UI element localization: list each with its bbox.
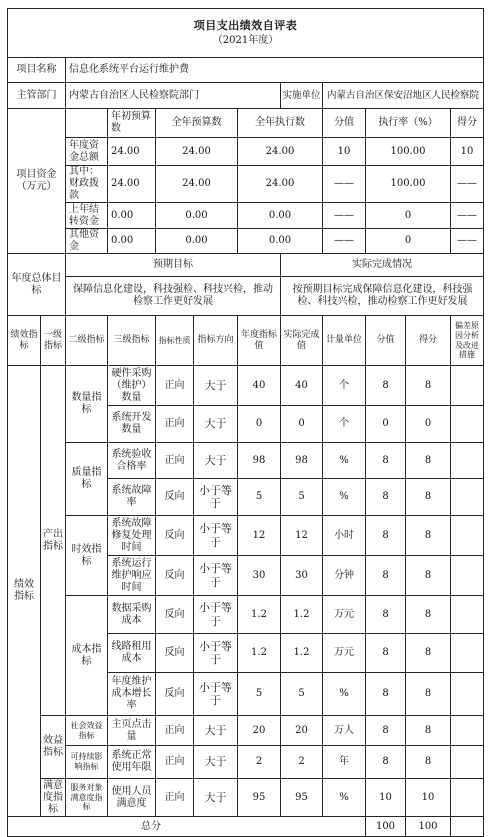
indicator-level2-quality: 质量指标	[66, 443, 108, 516]
funds-row-rate: 0	[366, 203, 451, 229]
project-name-value: 信息化系统平台运行维护费	[66, 58, 484, 83]
indicator-actual: 1.2	[281, 596, 323, 634]
funds-row-name: 其他资金	[66, 229, 108, 254]
indicator-score-value: 10	[366, 779, 406, 817]
indicator-nature: 正向	[156, 716, 194, 746]
indicator-level2-timeliness: 时效指标	[66, 516, 108, 596]
funds-row-budget: 0.00	[156, 203, 238, 229]
indicator-nature: 正向	[156, 366, 194, 406]
funds-row-executed: 0.00	[238, 203, 323, 229]
indicator-unit: 小时	[323, 516, 366, 556]
indicator-nature: 反向	[156, 596, 194, 634]
indicator-score-value: 8	[366, 556, 406, 596]
indicator-direction: 大于	[194, 716, 238, 746]
indicator-nature: 正向	[156, 443, 194, 479]
indicator-target: 12	[238, 516, 281, 556]
indicator-row	[8, 596, 484, 634]
funds-header-blank	[66, 109, 108, 138]
indicator-row	[8, 366, 484, 406]
indicator-unit: 个	[323, 406, 366, 443]
indicator-header-row	[8, 316, 484, 366]
indicator-deviation	[451, 634, 484, 673]
indicator-level1-output: 产出指标	[41, 366, 66, 716]
indicator-target: 5	[238, 673, 281, 716]
funds-row-initial: 24.00	[108, 166, 156, 203]
indicator-actual: 95	[281, 779, 323, 817]
total-score-value: 100	[366, 817, 406, 837]
indicator-name: 系统故障率	[108, 479, 156, 516]
indicator-perf-label: 绩效指标	[8, 366, 41, 817]
funds-row-initial: 24.00	[108, 138, 156, 166]
indicator-score-value: 8	[366, 673, 406, 716]
indicator-name: 系统验收合格率	[108, 443, 156, 479]
indicator-name: 年度维护成本增长率	[108, 673, 156, 716]
indicator-score: 8	[406, 556, 451, 596]
indicator-row	[8, 443, 484, 479]
goals-expected-header: 预期目标	[66, 254, 281, 277]
indicator-direction: 小于等于	[194, 479, 238, 516]
indicator-score-value: 0	[366, 406, 406, 443]
performance-self-evaluation-table	[7, 8, 484, 837]
indicator-unit: 个	[323, 366, 366, 406]
indicator-score: 8	[406, 366, 451, 406]
indicator-score: 8	[406, 746, 451, 779]
indicator-deviation	[451, 479, 484, 516]
indicator-deviation	[451, 556, 484, 596]
indicator-header-level3: 三级指标	[108, 316, 156, 366]
indicator-actual: 30	[281, 556, 323, 596]
funds-row-score: 10	[451, 138, 484, 166]
indicator-score: 8	[406, 716, 451, 746]
indicator-score: 10	[406, 779, 451, 817]
indicator-score: 8	[406, 596, 451, 634]
indicator-direction: 小于等于	[194, 673, 238, 716]
goals-content-row	[8, 277, 484, 316]
unit-label: 实施单位	[281, 83, 323, 109]
indicator-score-value: 8	[366, 746, 406, 779]
indicator-deviation	[451, 366, 484, 406]
indicator-deviation	[451, 673, 484, 716]
indicator-unit: %	[323, 673, 366, 716]
funds-row-initial: 0.00	[108, 203, 156, 229]
funds-row-executed: 24.00	[238, 166, 323, 203]
indicator-header-level1: 一级指标	[41, 316, 66, 366]
indicator-actual: 0	[281, 406, 323, 443]
funds-row-rate: 0	[366, 229, 451, 254]
funds-header-row	[8, 109, 484, 138]
dept-value: 内蒙古自治区人民检察院部门	[66, 83, 281, 109]
indicator-score: 8	[406, 443, 451, 479]
indicator-unit: %	[323, 479, 366, 516]
funds-row-score: ——	[451, 203, 484, 229]
funds-header-score: 得分	[451, 109, 484, 138]
project-name-row	[8, 58, 484, 83]
indicator-name: 系统运行维护响应时间	[108, 556, 156, 596]
funds-row-name: 年度资金总额	[66, 138, 108, 166]
indicator-level2-sustainable: 可持续影响指标	[66, 746, 108, 779]
indicator-name: 使用人员满意度	[108, 779, 156, 817]
project-name-label: 项目名称	[8, 58, 66, 83]
indicator-target: 1.2	[238, 634, 281, 673]
indicator-row	[8, 779, 484, 817]
indicator-direction: 大于	[194, 366, 238, 406]
indicator-score: 8	[406, 673, 451, 716]
indicator-score-value: 8	[366, 479, 406, 516]
indicator-target: 0	[238, 406, 281, 443]
indicator-actual: 2	[281, 746, 323, 779]
funds-row-executed: 24.00	[238, 138, 323, 166]
indicator-unit: 万元	[323, 596, 366, 634]
indicator-header-perf: 绩效指标	[8, 316, 41, 366]
indicator-actual: 12	[281, 516, 323, 556]
table-title: 项目支出绩效自评表	[193, 18, 298, 32]
indicator-score-value: 8	[366, 366, 406, 406]
indicator-header-direction: 指标方向	[194, 316, 238, 366]
title-cell	[8, 9, 484, 58]
funds-row-score-value: 10	[323, 138, 366, 166]
indicator-level1-benefit: 效益指标	[41, 716, 66, 779]
indicator-direction: 小于等于	[194, 556, 238, 596]
goals-actual-text: 按预期目标完成保障信息化建设，科技强检、科技兴检，推动检察工作更好发展	[281, 277, 484, 316]
indicator-score-value: 8	[366, 716, 406, 746]
indicator-nature: 反向	[156, 673, 194, 716]
funds-row-name: 其中：财政拨款	[66, 166, 108, 203]
funds-header-rate: 执行率（%）	[366, 109, 451, 138]
funds-row-other	[8, 229, 484, 254]
indicator-actual: 1.2	[281, 634, 323, 673]
table-subtitle: （2021年度）	[212, 35, 279, 47]
indicator-unit: 万元	[323, 634, 366, 673]
indicator-row	[8, 516, 484, 556]
indicator-actual: 5	[281, 673, 323, 716]
department-row	[8, 83, 484, 109]
indicator-level2-social: 社会效益指标	[66, 716, 108, 746]
funds-row-score: ——	[451, 166, 484, 203]
indicator-header-target: 年度指标值	[238, 316, 281, 366]
indicator-actual: 5	[281, 479, 323, 516]
indicator-deviation	[451, 443, 484, 479]
funds-label: 项目资金（万元）	[8, 109, 66, 254]
indicator-name: 系统正常使用年限	[108, 746, 156, 779]
funds-row-executed: 0.00	[238, 229, 323, 254]
indicator-actual: 20	[281, 716, 323, 746]
indicator-score: 8	[406, 516, 451, 556]
indicator-deviation	[451, 516, 484, 556]
indicator-actual: 98	[281, 443, 323, 479]
indicator-deviation	[451, 716, 484, 746]
funds-row-budget: 24.00	[156, 166, 238, 203]
funds-header-initial: 年初预算数	[108, 109, 156, 138]
indicator-name: 硬件采购（维护）数量	[108, 366, 156, 406]
indicator-name: 主页点击量	[108, 716, 156, 746]
indicator-direction: 小于等于	[194, 634, 238, 673]
funds-row-budget: 0.00	[156, 229, 238, 254]
indicator-nature: 正向	[156, 406, 194, 443]
indicator-unit: 分钟	[323, 556, 366, 596]
indicator-score-value: 8	[366, 443, 406, 479]
funds-row-total	[8, 138, 484, 166]
total-label: 总分	[8, 817, 366, 837]
indicator-header-nature: 指标性质	[156, 316, 194, 366]
indicator-target: 20	[238, 716, 281, 746]
dept-label: 主管部门	[8, 83, 66, 109]
indicator-level1-satisfaction: 满意度指标	[41, 779, 66, 817]
indicator-deviation	[451, 406, 484, 443]
goals-header-row	[8, 254, 484, 277]
funds-row-score-value: ——	[323, 166, 366, 203]
indicator-score-value: 8	[366, 516, 406, 556]
indicator-header-score: 得分	[406, 316, 451, 366]
unit-value: 内蒙古自治区保安沼地区人民检察院	[323, 83, 484, 109]
indicator-header-level2: 二级指标	[66, 316, 108, 366]
indicator-direction: 大于	[194, 406, 238, 443]
indicator-name: 线路租用成本	[108, 634, 156, 673]
indicator-score-value: 8	[366, 596, 406, 634]
indicator-direction: 大于	[194, 779, 238, 817]
indicator-nature: 反向	[156, 516, 194, 556]
indicator-nature: 反向	[156, 556, 194, 596]
indicator-target: 1.2	[238, 596, 281, 634]
funds-header-score-value: 分值	[323, 109, 366, 138]
indicator-name: 系统故障修复处理时间	[108, 516, 156, 556]
indicator-header-deviation: 偏差原因分析及改进措施	[451, 316, 484, 366]
indicator-nature: 正向	[156, 779, 194, 817]
funds-header-budget: 全年预算数	[156, 109, 238, 138]
indicator-target: 40	[238, 366, 281, 406]
indicator-header-score-value: 分值	[366, 316, 406, 366]
indicator-score: 8	[406, 479, 451, 516]
indicator-header-unit: 计量单位	[323, 316, 366, 366]
indicator-target: 5	[238, 479, 281, 516]
funds-row-name: 上年结转资金	[66, 203, 108, 229]
funds-row-rate: 100.00	[366, 138, 451, 166]
funds-row-initial: 0.00	[108, 229, 156, 254]
indicator-direction: 大于	[194, 443, 238, 479]
indicator-unit: %	[323, 779, 366, 817]
indicator-unit: 万人	[323, 716, 366, 746]
indicator-target: 2	[238, 746, 281, 779]
indicator-level2-quantity: 数量指标	[66, 366, 108, 443]
indicator-name: 系统开发数量	[108, 406, 156, 443]
indicator-deviation	[451, 746, 484, 779]
indicator-score: 8	[406, 634, 451, 673]
funds-row-fiscal	[8, 166, 484, 203]
funds-row-score-value: ——	[323, 229, 366, 254]
indicator-row	[8, 746, 484, 779]
indicator-row	[8, 716, 484, 746]
indicator-name: 数据采购成本	[108, 596, 156, 634]
indicator-direction: 大于	[194, 746, 238, 779]
indicator-target: 95	[238, 779, 281, 817]
indicator-actual: 40	[281, 366, 323, 406]
funds-row-score-value: ——	[323, 203, 366, 229]
indicator-deviation	[451, 596, 484, 634]
indicator-score-value: 8	[366, 634, 406, 673]
indicator-direction: 小于等于	[194, 596, 238, 634]
funds-row-rate: 100.00	[366, 166, 451, 203]
funds-row-budget: 24.00	[156, 138, 238, 166]
goals-label: 年度总体目标	[8, 254, 66, 316]
indicator-deviation	[451, 779, 484, 817]
indicator-level2-service: 服务对象满意度指标	[66, 779, 108, 817]
funds-row-carryover	[8, 203, 484, 229]
indicator-unit: 年	[323, 746, 366, 779]
indicator-target: 98	[238, 443, 281, 479]
funds-row-score: ——	[451, 229, 484, 254]
indicator-nature: 反向	[156, 479, 194, 516]
funds-header-executed: 全年执行数	[238, 109, 323, 138]
indicator-header-actual: 实际完成值	[281, 316, 323, 366]
indicator-direction: 小于等于	[194, 516, 238, 556]
indicator-unit: %	[323, 443, 366, 479]
indicator-target: 30	[238, 556, 281, 596]
goals-expected-text: 保障信息化建设，科技强检、科技兴检，推动检察工作更好发展	[66, 277, 281, 316]
indicator-nature: 反向	[156, 634, 194, 673]
indicator-level2-cost: 成本指标	[66, 596, 108, 716]
indicator-nature: 正向	[156, 746, 194, 779]
goals-actual-header: 实际完成情况	[281, 254, 484, 277]
indicator-score: 0	[406, 406, 451, 443]
total-score: 100	[406, 817, 451, 837]
title-row	[8, 9, 484, 58]
